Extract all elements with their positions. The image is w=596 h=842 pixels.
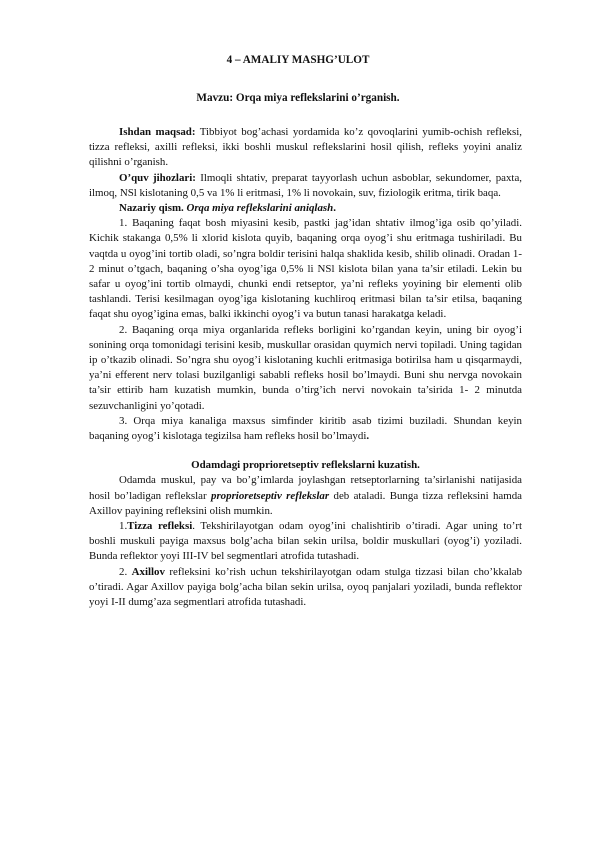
item-1-text: . Tekshirilayotgan odam oyog’ini chalishtirib o’tiradi. Agar uning to’rt boshli muskuli payiga maxsus bolg’acha bilan sekin urilsa, boldir muskullari (oyog’i) yoziladi. Bunda reflektor yoyi III-IV bel segmentlari atrofida tutashadi. bbox=[89, 520, 522, 563]
item-1-term: Tizza refleksi bbox=[127, 520, 193, 533]
equipment-paragraph bbox=[89, 171, 522, 201]
page-title: 4 – AMALIY MASHG’ULOT bbox=[226, 54, 370, 66]
aim-text: Tibbiyot bog’achasi yordamida ko’z qovoqlarini yumib-ochish refleksi, tizza refleksi, axilli refleksi, ikki boshli muskul reflekslarini hosil qilish, refleks yoyini analiz qilishni o’rganish. bbox=[89, 126, 522, 169]
paragraph-4-post: deb ataladi. Bunga tizza refleksini hamda Axillov payining refleksini olish mumkin. bbox=[89, 489, 522, 517]
item-1 bbox=[89, 519, 522, 565]
paragraph-1: 1. Baqaning faqat bosh miyasini kesib, pastki jag’idan shtativ ilmog’iga osib qo’yiladi. Kichik stakanga 0,5% li xlorid kislota quyib, baqaning orqa oyog’i shu eritmaga tushiriladi. Bu vaqtda u oyog’ini tortib oladi, so’ngra boldir terisini halqa shaklida kesib, shilib olinadi. Oradan 1-2 minut o’tgach, baqaning o’sha oyog’iga 0,5% li NSl kislota bilan yana ta’sir etiladi. Lekin bu safar u oyog’ini tortib olmaydi, chunki endi retseptor, ya’ni refleks yoyining bir elementi olib tashlandi. Terisi kesilmagan oyog’iga kislotaning kuchliroq eritmasi bilan ta’sir etilsa, baqaning faqat shu oyog’igina emas, balki ikkinchi oyog’i va butun tanasi harakatga keladi. bbox=[89, 217, 522, 321]
item-2 bbox=[89, 565, 522, 611]
paragraph-4-term: proprioretseptiv reflekslar bbox=[211, 489, 330, 502]
document-body bbox=[89, 125, 522, 610]
paragraph-2: 2. Baqaning orqa miya organlarida refleks borligini ko’rgandan keyin, uning bir oyog’i sonining orqa tomonidagi terisini kesib, muskullar orasidan quymich nervi topiladi. Uning tagidan ip o’tkazib olinadi. So’ngra shu oyog’i kislotaning kuchli eritmasiga botirilsa ham u qisqarmaydi, ya’ni efferent nerv tolasi buzilganligi sababli refleks hosil bo’lmaydi. Buni shu nervga novokain ta’sir ettirib ham kuzatish mumkin, bunda o’tirg’ich nervi novokain ta’sirida 1- 2 minutda sezuvchanligini yo’qotadi. bbox=[89, 323, 522, 412]
paragraph-4 bbox=[89, 473, 522, 519]
item-2-text: refleksini ko’rish uchun tekshirilayotgan odam stulga tizzasi bilan cho’kkalab o’tiradi. Agar Axillov payiga bolg’acha bilan sekin urilsa, oyoq panjalari yoziladi, bunda reflektor yoyi I-II dumg’aza segmentlari atrofida tutashadi. bbox=[89, 565, 523, 609]
equipment-text: Ilmoqli shtativ, preparat tayyorlash uchun asboblar, sekundomer, paxta, ilmoq, NSl kislotaning 0,5 va 1% li eritmasi, 1% li novokain, suv, fiziologik eritma, tirik baqa. bbox=[89, 171, 523, 199]
theory-title: Orqa miya reflekslarini aniqlash bbox=[183, 202, 334, 215]
equipment-label: O’quv jihozlari: bbox=[119, 171, 196, 184]
aim-label: Ishdan maqsad: bbox=[119, 126, 196, 138]
paragraph-4-pre: Odamda muskul, pay va bo’g’imlarda joylashgan retseptorlarning ta’sirlanishi natijasida hosil bo’ladigan reflekslar bbox=[89, 474, 522, 502]
paragraph-3-dot: . bbox=[366, 430, 370, 443]
theory-dot: . bbox=[333, 202, 336, 215]
paragraph-3-text: 3. Orqa miya kanaliga maxsus simfinder kiritib asab tizimi buziladi. Shundan keyin baqaning oyog’i kislotaga tegizilsa ham refleks hosil bo’lmaydi bbox=[89, 414, 522, 443]
paragraph-3 bbox=[89, 414, 522, 444]
item-1-number: 1. bbox=[119, 520, 128, 533]
theory-label: Nazariy qism. bbox=[119, 202, 184, 215]
section-subheading: Odamdagi proprioretseptiv reflekslarni kuzatish. bbox=[191, 459, 420, 472]
item-2-term: Axillov bbox=[131, 565, 165, 578]
item-2-number: 2. bbox=[119, 565, 132, 578]
topic-heading: Mavzu: Orqa miya reflekslarini o’rganish. bbox=[196, 92, 400, 104]
theory-paragraph bbox=[89, 201, 522, 216]
aim-paragraph bbox=[89, 125, 522, 171]
